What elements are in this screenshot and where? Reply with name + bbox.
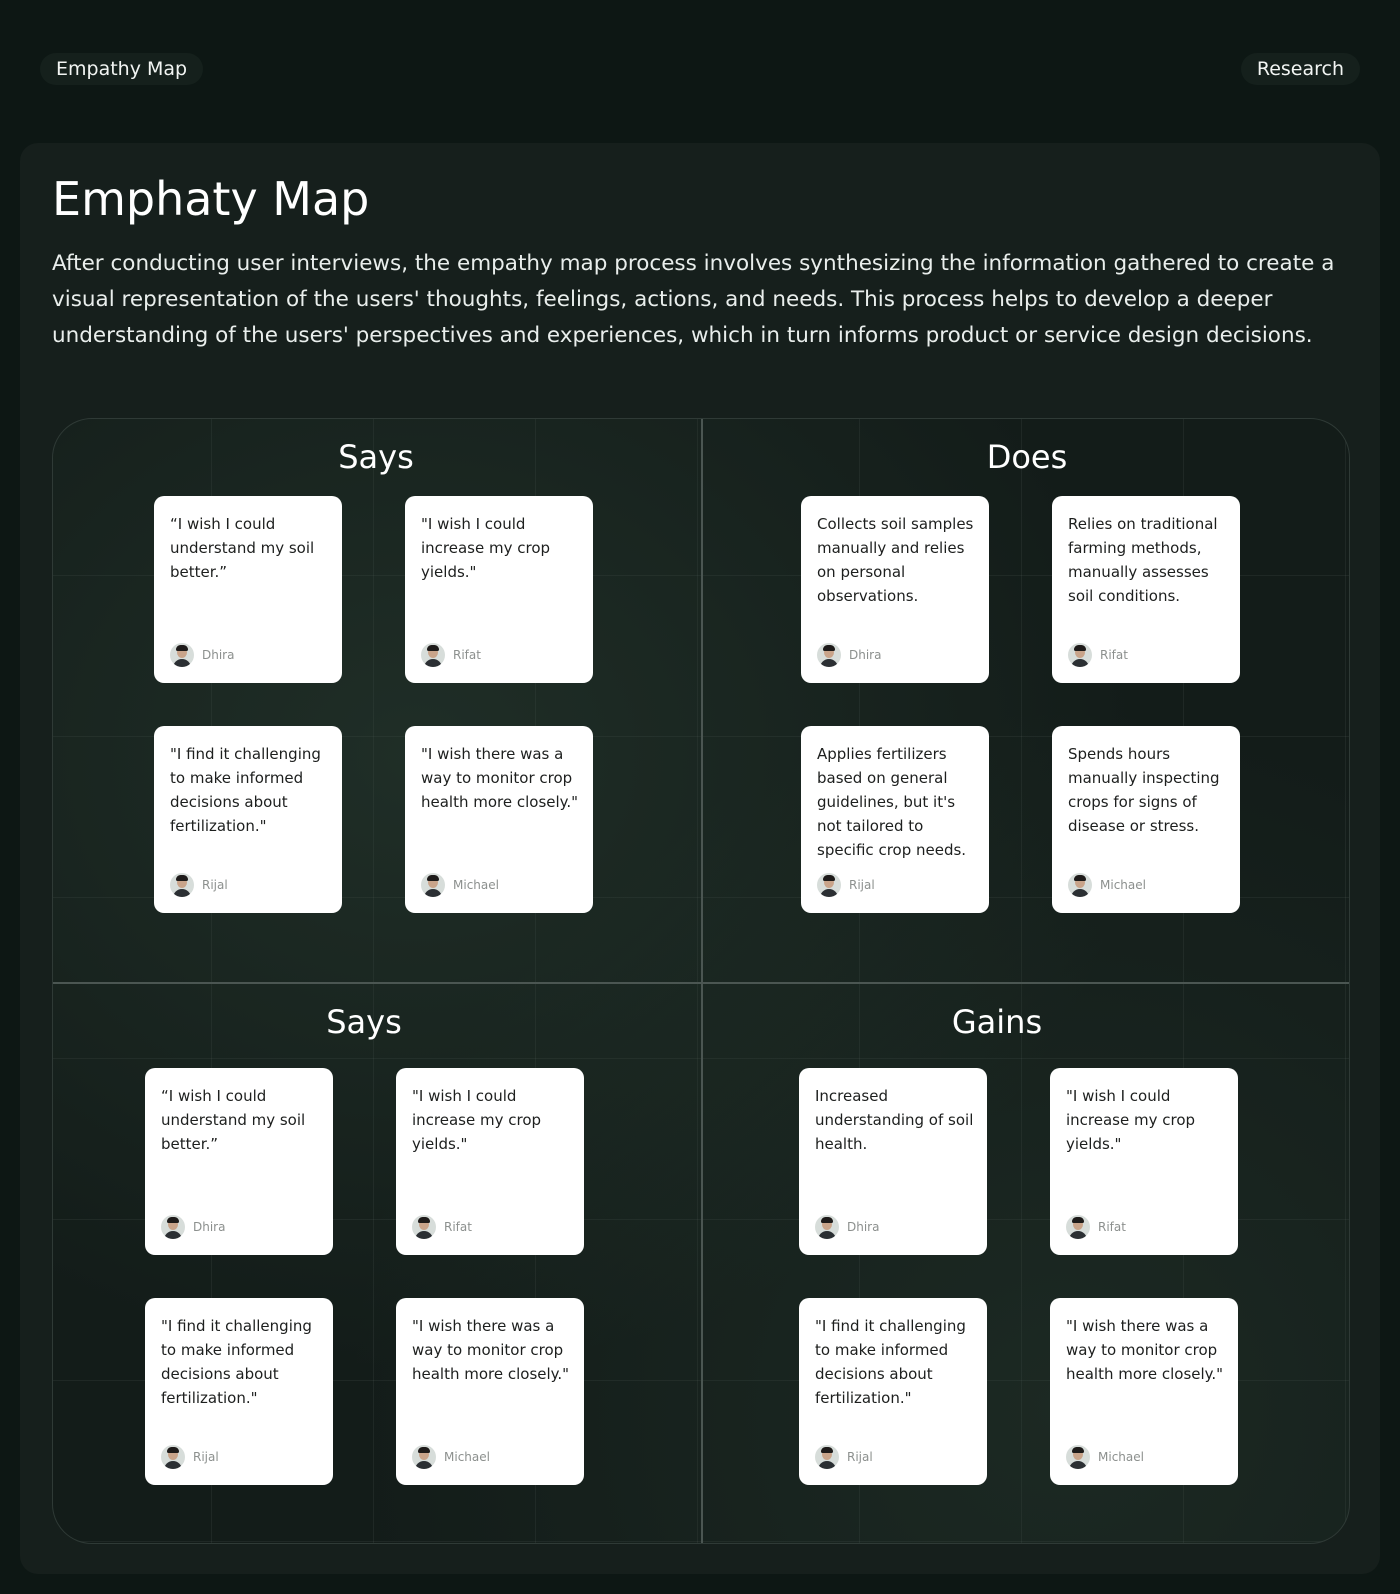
quadrant-says-top	[53, 419, 701, 980]
persona-name: Michael	[444, 1450, 490, 1464]
persona-name: Michael	[453, 878, 499, 892]
avatar	[1068, 643, 1092, 667]
note-card	[145, 1298, 333, 1485]
persona-name: Dhira	[193, 1220, 226, 1234]
note-card	[1050, 1068, 1238, 1255]
persona	[170, 643, 234, 667]
note-text: "I wish there was a way to monitor crop health more closely."	[1066, 1317, 1224, 1383]
avatar	[412, 1215, 436, 1239]
quadrant-title: Says	[338, 438, 414, 476]
avatar	[170, 873, 194, 897]
note-text: Applies fertilizers based on general guidelines, but it's not tailored to specific crop needs.	[817, 745, 967, 859]
quadrant-title: Does	[986, 438, 1068, 476]
note-card	[405, 726, 593, 913]
persona	[412, 1445, 490, 1469]
avatar	[817, 873, 841, 897]
note-card	[801, 726, 989, 913]
note-card	[405, 496, 593, 683]
note-text: "I wish there was a way to monitor crop health more closely."	[421, 745, 579, 811]
note-card	[1050, 1298, 1238, 1485]
persona	[161, 1215, 225, 1239]
quadrant-gains	[703, 984, 1350, 1544]
persona-name: Rijal	[202, 878, 228, 892]
avatar	[161, 1445, 185, 1469]
note-text: Collects soil samples manually and relies on personal observations.	[817, 515, 974, 605]
avatar	[421, 643, 445, 667]
quadrant-says-bottom	[53, 984, 701, 1544]
page-description: After conducting user interviews, the empathy map process involves synthesizing the information gathered to create a visual representation of the users' thoughts, feelings, actions, and needs. This process helps to develop a deeper understanding of the users' perspectives and experiences, which in turn informs product or service design decisions.	[52, 251, 1335, 348]
note-card	[154, 496, 342, 683]
note-card	[799, 1298, 987, 1485]
avatar	[815, 1445, 839, 1469]
persona	[1066, 1445, 1144, 1469]
avatar	[817, 643, 841, 667]
persona-name: Rifat	[1098, 1220, 1126, 1234]
persona	[817, 643, 881, 667]
note-text: Increased understanding of soil health.	[815, 1087, 974, 1153]
research-tag: Research	[1241, 53, 1360, 85]
note-text: “I wish I could understand my soil better.”	[170, 515, 315, 581]
avatar	[412, 1445, 436, 1469]
note-card	[154, 726, 342, 913]
note-card	[801, 496, 989, 683]
persona	[170, 873, 228, 897]
empathy-map-tag: Empathy Map	[40, 53, 203, 85]
persona	[1068, 873, 1146, 897]
persona-name: Rifat	[453, 648, 481, 662]
persona	[815, 1445, 873, 1469]
note-card	[145, 1068, 333, 1255]
persona	[817, 873, 875, 897]
note-card	[799, 1068, 987, 1255]
quadrant-title: Says	[326, 1003, 402, 1041]
persona	[1068, 643, 1128, 667]
note-text: "I find it challenging to make informed decisions about fertilization."	[815, 1317, 966, 1407]
avatar	[1066, 1445, 1090, 1469]
persona-name: Rifat	[1100, 648, 1128, 662]
note-text: “I wish I could understand my soil better.”	[161, 1087, 306, 1153]
avatar	[161, 1215, 185, 1239]
persona-name: Rifat	[444, 1220, 472, 1234]
avatar	[815, 1215, 839, 1239]
note-text: "I find it challenging to make informed decisions about fertilization."	[170, 745, 321, 835]
note-text: "I wish I could increase my crop yields."	[412, 1087, 542, 1153]
note-card	[396, 1068, 584, 1255]
persona-name: Rijal	[847, 1450, 873, 1464]
persona	[1066, 1215, 1126, 1239]
persona-name: Dhira	[849, 648, 882, 662]
quadrant-title: Gains	[951, 1003, 1043, 1041]
note-card	[1052, 726, 1240, 913]
page-title: Emphaty Map	[52, 172, 370, 226]
persona-name: Michael	[1098, 1450, 1144, 1464]
persona-name: Rijal	[193, 1450, 219, 1464]
note-text: Spends hours manually inspecting crops for signs of disease or stress.	[1068, 745, 1220, 835]
avatar	[421, 873, 445, 897]
note-text: "I find it challenging to make informed decisions about fertilization."	[161, 1317, 312, 1407]
quadrant-does	[703, 419, 1350, 980]
persona	[161, 1445, 219, 1469]
persona-name: Dhira	[847, 1220, 880, 1234]
note-text: "I wish I could increase my crop yields."	[1066, 1087, 1196, 1153]
note-text: "I wish there was a way to monitor crop health more closely."	[412, 1317, 570, 1383]
note-card	[396, 1298, 584, 1485]
persona-name: Dhira	[202, 648, 235, 662]
note-card	[1052, 496, 1240, 683]
persona	[815, 1215, 879, 1239]
note-text: "I wish I could increase my crop yields."	[421, 515, 551, 581]
note-text: Relies on traditional farming methods, manually assesses soil conditions.	[1068, 515, 1218, 605]
avatar	[1066, 1215, 1090, 1239]
persona	[412, 1215, 472, 1239]
persona-name: Michael	[1100, 878, 1146, 892]
persona-name: Rijal	[849, 878, 875, 892]
empathy-map-grid	[52, 418, 1350, 1544]
avatar	[1068, 873, 1092, 897]
avatar	[170, 643, 194, 667]
persona	[421, 873, 499, 897]
persona	[421, 643, 481, 667]
